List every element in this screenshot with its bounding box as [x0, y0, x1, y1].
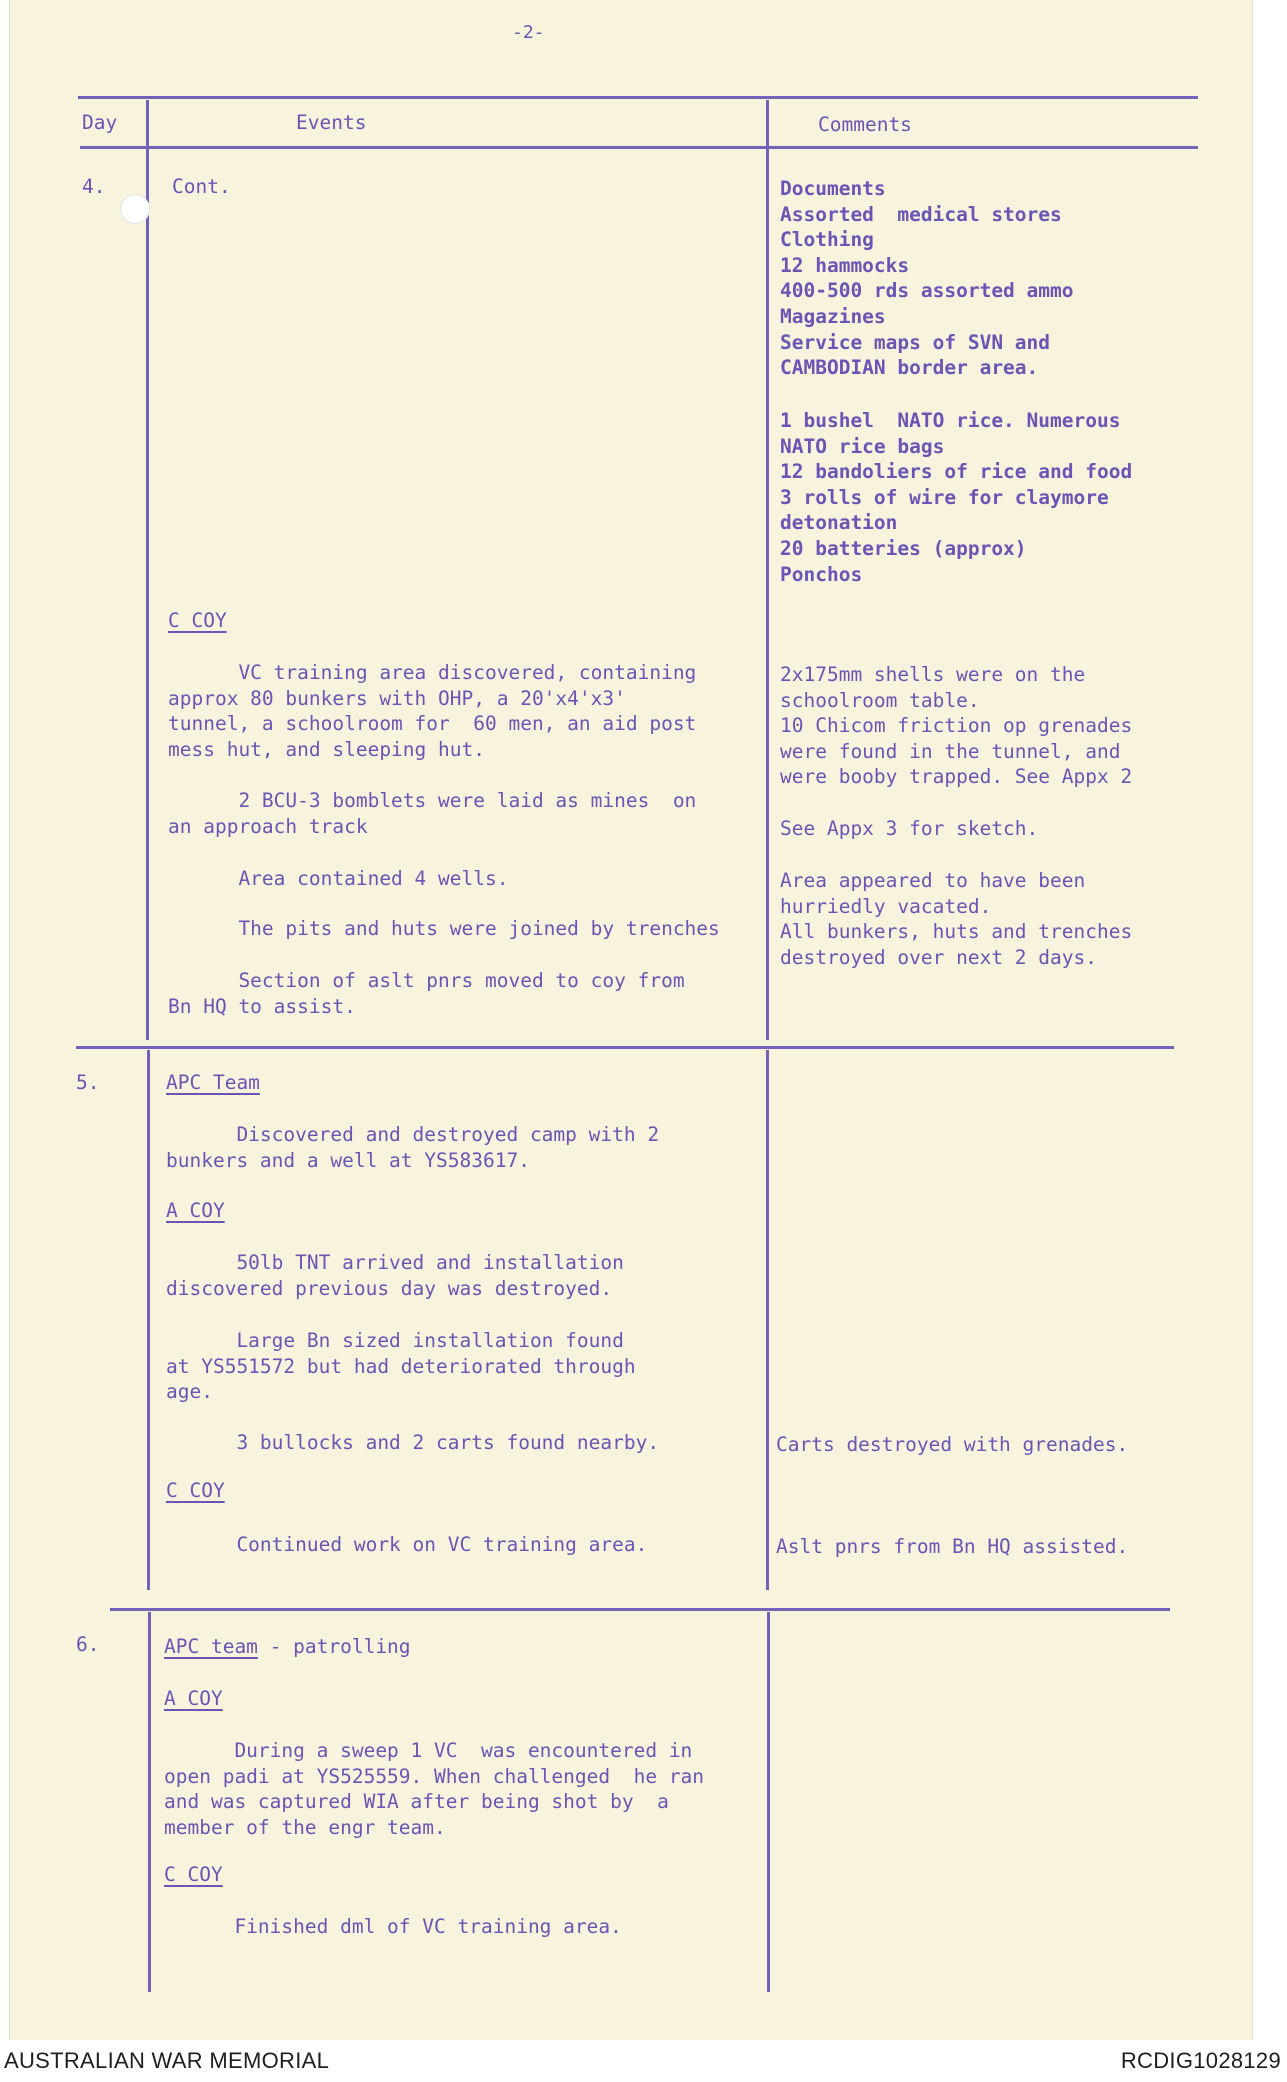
day-5-a-coy-label: A COY [166, 1199, 225, 1222]
day-4-event-wells: Area contained 4 wells. [168, 867, 509, 890]
day-4-event-bomblets: 2 BCU-3 bomblets were laid as mines on an approach track [168, 789, 697, 838]
day-5-comment-carts: Carts destroyed with grenades. [776, 1433, 1129, 1456]
column-divider-comments-2 [766, 1050, 769, 1590]
day-5-event-tnt: 50lb TNT arrived and installation discovered previous day was destroyed. [166, 1251, 624, 1300]
column-divider-day-2 [147, 1050, 150, 1590]
day-4-separator [76, 1046, 1174, 1049]
header-bottom-rule [80, 146, 1198, 149]
day-5-event-bn: Large Bn sized installation found at YS551572 but had deteriorated through age. [166, 1329, 636, 1404]
column-divider-day-3 [148, 1612, 151, 1992]
day-4-comments-list: Documents Assorted medical stores Clothing 12 hammocks 400-500 rds assorted ammo Magazines Service maps of SVN and CAMBODIAN border area. [780, 177, 1074, 380]
document-page [10, 0, 1252, 2040]
day-4-comments-rice: 1 bushel NATO rice. Numerous NATO rice bags 12 bandoliers of rice and food 3 rolls of wire for claymore detonation 20 batteries (approx) Ponchos [780, 409, 1133, 586]
day-6-c-coy-label: C COY [164, 1863, 223, 1886]
day-6-apc-label: APC team [164, 1635, 258, 1658]
day-5-event-apc: Discovered and destroyed camp with 2 bunkers and a well at YS583617. [166, 1123, 660, 1172]
day-5-comment-aslt: Aslt pnrs from Bn HQ assisted. [776, 1535, 1129, 1558]
day-4-comment-sketch: See Appx 3 for sketch. [780, 817, 1039, 840]
day-4-comment-vacated: Area appeared to have been hurriedly vacated. All bunkers, huts and trenches destroyed over next 2 days. [780, 869, 1133, 969]
punch-hole [120, 194, 150, 224]
day-6-apc-line [164, 1634, 411, 1660]
header-comments: Comments [818, 113, 912, 136]
day-4-label: 4. [82, 175, 106, 198]
day-5-c-coy-label: C COY [166, 1479, 225, 1502]
day-5-separator [110, 1608, 1170, 1611]
day-5-label: 5. [76, 1071, 100, 1094]
day-4-event-section: Section of aslt pnrs moved to coy from Bn HQ to assist. [168, 969, 685, 1018]
header-day: Day [82, 111, 118, 134]
column-divider-comments-3 [767, 1612, 770, 1992]
day-6-label: 6. [76, 1633, 100, 1656]
day-6-apc-suffix: - patrolling [257, 1635, 411, 1658]
day-4-event-training: VC training area discovered, containing approx 80 bunkers with OHP, a 20'x4'x3' tunnel, a schoolroom for 60 men, an aid post mess hut, and sleeping hut. [168, 661, 697, 761]
column-divider-day [146, 100, 149, 1040]
day-4-event-pits: The pits and huts were joined by trenches [168, 917, 720, 940]
day-6-event-finished: Finished dml of VC training area. [164, 1915, 622, 1938]
day-4-c-coy-label: C COY [168, 609, 227, 632]
day-4-comment-training: 2x175mm shells were on the schoolroom table. 10 Chicom friction op grenades were found in the tunnel, and were booby trapped. See Appx 2 [780, 663, 1133, 789]
page-number: -2- [512, 22, 545, 43]
column-divider-comments [766, 100, 769, 1040]
day-6-a-coy-label: A COY [164, 1687, 223, 1710]
header-events: Events [296, 111, 367, 134]
footer-id: RCDIG1028129 [1120, 2048, 1281, 2073]
day-4-cont: Cont. [172, 175, 231, 198]
day-6-event-sweep: During a sweep 1 VC was encountered in open padi at YS525559. When challenged he ran and was captured WIA after being shot by a member of the engr team. [164, 1739, 705, 1839]
footer-source: AUSTRALIAN WAR MEMORIAL [4, 2048, 330, 2073]
header-top-rule [78, 96, 1198, 99]
day-5-apc-label: APC Team [166, 1071, 260, 1094]
day-5-event-continued: Continued work on VC training area. [166, 1533, 648, 1556]
day-5-event-bullocks: 3 bullocks and 2 carts found nearby. [166, 1431, 660, 1454]
